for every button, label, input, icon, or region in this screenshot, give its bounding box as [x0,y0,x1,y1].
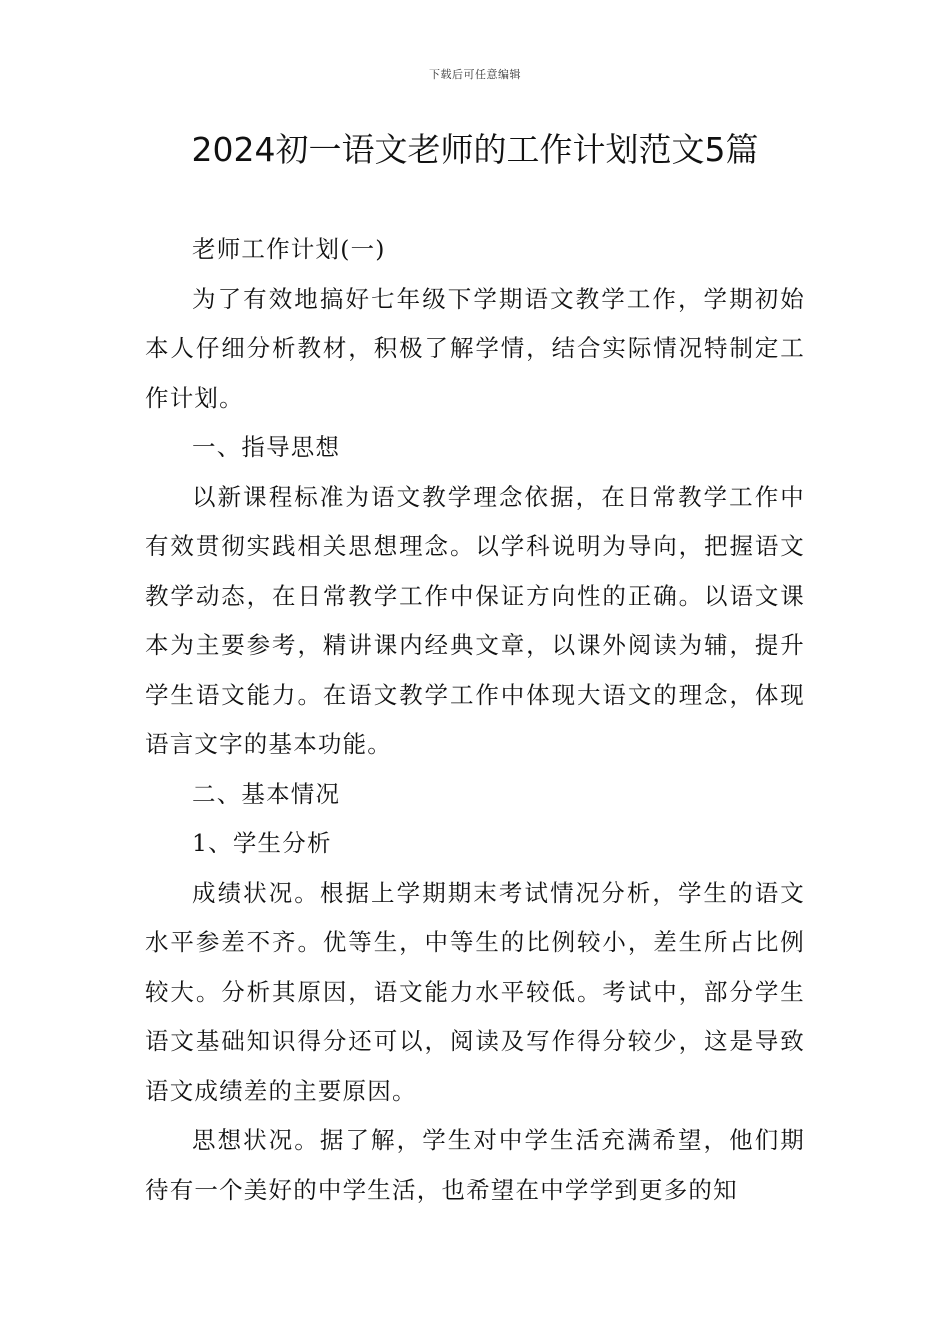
section-heading-basic-situation: 二、基本情况 [192,779,341,808]
section-heading-guiding-thought: 一、指导思想 [192,433,341,461]
paragraph-grade-status: 成绩状况。根据上学期期末考试情况分析，学生的语文水平参差不齐。优等生，中等生的比例较小，差生所占比例较大。分析其原因，语文能力水平较低。考试中，部分学生语文基础知识得分还可以，阅读及写作得分较少，这是导致语文成绩差的主要原因。 [145,878,805,1105]
paragraph-thought-status: 思想状况。据了解，学生对中学生活充满希望，他们期待有一个美好的中学生活，也希望在中学学到更多的知 [145,1126,805,1204]
document-body [145,225,805,1215]
paragraph-guiding-thought: 以新课程标准为语文教学理念依据，在日常教学工作中有效贯彻实践相关思想理念。以学科说明为导向，把握语文教学动态，在日常教学工作中保证方向性的正确。以语文课本为主要参考，精讲课内经典文章，以课外阅读为辅，提升学生语文能力。在语文教学工作中体现大语文的理念，体现语言文字的基本功能。 [145,482,805,758]
subsection-heading-student-analysis: 1、学生分析 [192,829,332,857]
document-title: 2024初一语文老师的工作计划范文5篇 [191,130,759,169]
paragraph-intro: 为了有效地搞好七年级下学期语文教学工作，学期初始本人仔细分析教材，积极了解学情，结合实际情况特制定工作计划。 [145,284,805,412]
section-heading-plan-one: 老师工作计划(一) [192,235,386,263]
header-note: 下载后可任意编辑 [429,68,521,81]
